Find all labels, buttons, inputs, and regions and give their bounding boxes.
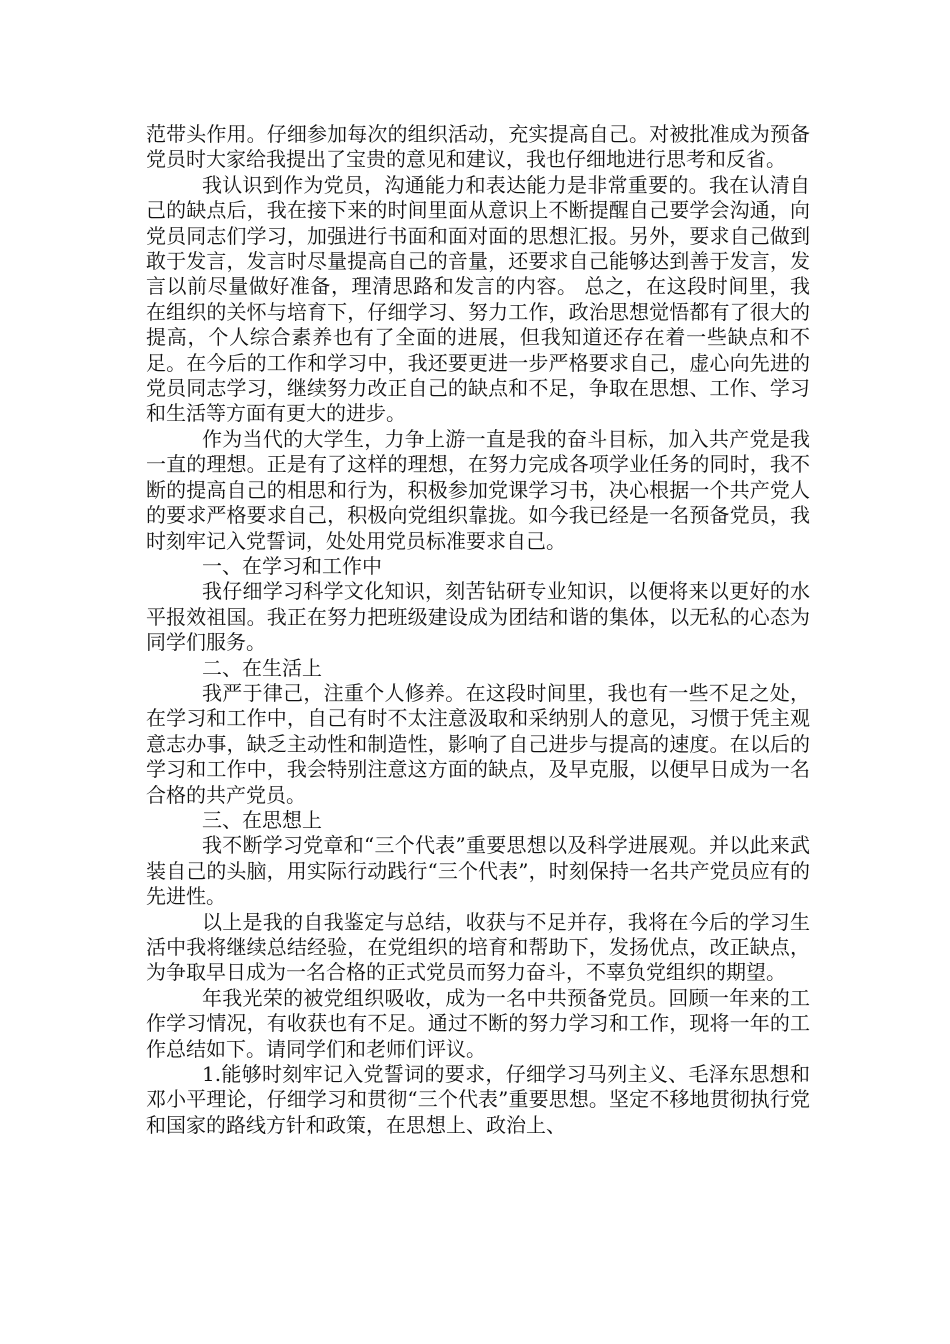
paragraph-2: 作为当代的大学生，力争上游一直是我的奋斗目标，加入共产党是我一直的理想。正是有了这样的理想，在努力完成各项学业任务的同时，我不断的提高自己的相思和行为，积极参加党课学习书，决心根据一个共产党人的要求严格要求自己，积极向党组织靠拢。如今我已经是一名预备党员，我时刻牢记入党誓词，处处用党员标准要求自己。 — [146, 426, 810, 553]
section-heading-3: 三、在思想上 — [202, 807, 322, 832]
paragraph-8: 我不断学习党章和“三个代表”重要思想以及科学进展观。并以此来武装自己的头脑，用实际行动践行“三个代表”，时刻保持一名共产党员应有的先进性。 — [146, 833, 810, 909]
paragraph-6: 我严于律己，注重个人修养。在这段时间里，我也有一些不足之处，在学习和工作中，自己有时不太注意汲取和采纳别人的意见，习惯于凭主观意志办事，缺乏主动性和制造性，影响了自己进步与提高的速度。在以后的学习和工作中，我会特别注意这方面的缺点，及早克服，以便早日成为一名合格的共产党员。 — [146, 680, 810, 807]
section-heading-1: 一、在学习和工作中 — [202, 553, 382, 578]
paragraph-10: 年我光荣的被党组织吸收，成为一名中共预备党员。回顾一年来的工作学习情况，有收获也有不足。通过不断的努力学习和工作，现将一年的工作总结如下。请同学们和老师们评议。 — [146, 985, 810, 1061]
paragraph-1: 我认识到作为党员，沟通能力和表达能力是非常重要的。我在认清自己的缺点后，我在接下来的时间里面从意识上不断提醒自己要学会沟通，向党员同志们学习，加强进行书面和面对面的思想汇报。另外，要求自己做到敢于发言，发言时尽量提高自己的音量，还要求自己能够达到善于发言，发言以前尽量做好准备，理清思路和发言的内容。 总之，在这段时间里，我在组织的关怀与培育下，仔细学习、努力工作，政治思想觉悟都有了很大的提高，个人综合素养也有了全面的进展，但我知道还存在着一些缺点和不足。在今后的工作和学习中，我还要更进一步严格要求自己，虚心向先进的党员同志学习，继续努力改正自己的缺点和不足，争取在思想、工作、学习和生活等方面有更大的进步。 — [146, 172, 810, 426]
paragraph-0: 范带头作用。仔细参加每次的组织活动，充实提高自己。对被批准成为预备党员时大家给我提出了宝贵的意见和建议，我也仔细地进行思考和反省。 — [146, 122, 810, 172]
document-body — [146, 122, 810, 1138]
paragraph-9: 以上是我的自我鉴定与总结，收获与不足并存，我将在今后的学习生活中我将继续总结经验，在党组织的培育和帮助下，发扬优点，改正缺点，为争取早日成为一名合格的正式党员而努力奋斗，不辜负党组织的期望。 — [146, 909, 810, 985]
paragraph-4: 我仔细学习科学文化知识，刻苦钻研专业知识，以便将来以更好的水平报效祖国。我正在努力把班级建设成为团结和谐的集体，以无私的心态为同学们服务。 — [146, 579, 810, 655]
paragraph-11: 1.能够时刻牢记入党誓词的要求，仔细学习马列主义、毛泽东思想和邓小平理论，仔细学习和贯彻“三个代表”重要思想。坚定不移地贯彻执行党和国家的路线方针和政策，在思想上、政治上、 — [146, 1062, 810, 1137]
section-heading-2: 二、在生活上 — [202, 655, 322, 680]
